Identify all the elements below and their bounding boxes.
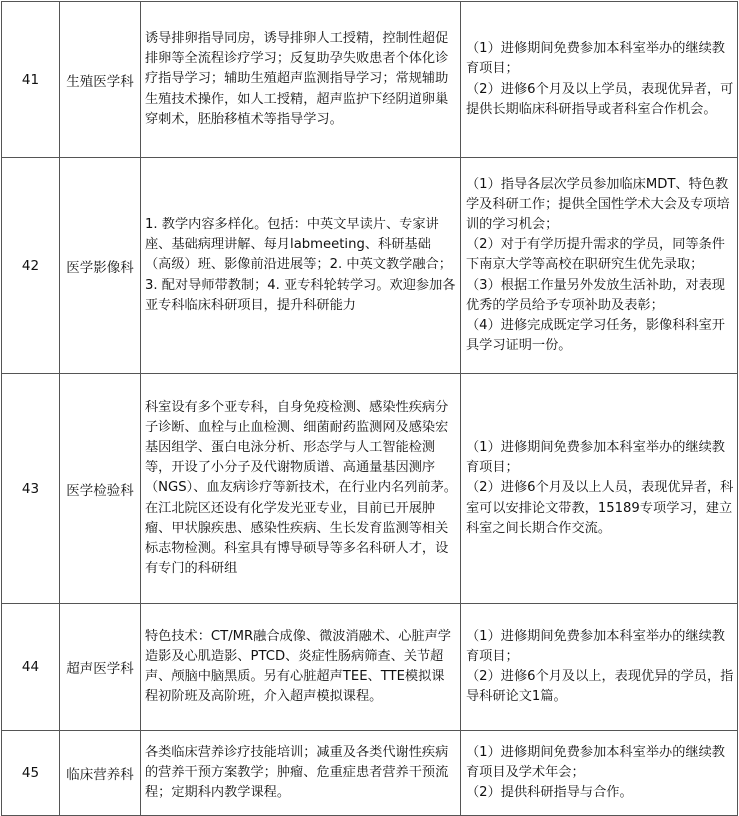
- table-row: [2, 158, 738, 374]
- trainee-benefits: [461, 158, 738, 374]
- row-index: 43: [2, 374, 60, 604]
- benefit-item: （2）对于有学历提升需求的学员，同等条件下南京大学等高校在职研究生优先录取；: [466, 237, 725, 273]
- row-index: 41: [2, 2, 60, 158]
- department-training-table: [1, 1, 738, 816]
- department-name: 超声医学科: [60, 604, 141, 731]
- row-index: 44: [2, 604, 60, 731]
- benefit-item: （2）进修6个月及以上学员，表现优异者，可提供长期临床科研指导或者科室合作机会。: [466, 81, 734, 117]
- table-row: [2, 374, 738, 604]
- row-index: 45: [2, 731, 60, 816]
- benefit-item: （1）进修期间免费参加本科室举办的继续教育项目；: [466, 439, 725, 476]
- benefit-item: （2）进修6个月及以上，表现优异的学员，指导科研论文1篇。: [466, 669, 734, 705]
- benefit-item: （1）进修期间免费参加本科室举办的继续教育项目；: [466, 628, 725, 664]
- benefit-item: （1）进修期间免费参加本科室举办的继续教育项目及学术年会；: [466, 744, 725, 780]
- benefit-item: （1）指导各层次学员参加临床MDT、特色教学及科研工作；提供全国性学术大会及专项培训的学习机会；: [466, 176, 730, 232]
- training-content: 各类临床营养诊疗技能培训；减重及各类代谢性疾病的营养干预方案教学；肿瘤、危重症患者营养干预流程；定期科内教学课程。: [141, 731, 461, 816]
- training-content: 特色技术：CT/MR融合成像、微波消融术、心脏声学造影及心肌造影、PTCD、炎症性肠病筛查、关节超声、颅脑中脑黑质。另有心脏超声TEE、TTE模拟课程初阶班及高阶班，介入超声模拟课程。: [141, 604, 461, 731]
- training-content: 科室设有多个亚专科，自身免疫检测、感染性疾病分子诊断、血栓与止血检测、细菌耐药监测网及感染宏基因组学、蛋白电泳分析、形态学与人工智能检测等，开设了小分子及代谢物质谱、高通量基因测序（NGS）、血友病诊疗等新技术，在行业内名列前茅。在江北院区还设有化学发光亚专业，目前已开展肿瘤、甲状腺疾患、感染性疾病、生长发育监测等相关标志物检测。科室具有博导硕导等多名科研人才，设有专门的科研组: [141, 374, 461, 604]
- benefit-item: （4）进修完成既定学习任务，影像科科室开具学习证明一份。: [466, 318, 725, 354]
- benefit-item: （2）进修6个月及以上人员，表现优异者，科室可以安排论文带教，15189专项学习，建立科室之间长期合作交流。: [466, 480, 734, 536]
- department-name: 医学影像科: [60, 158, 141, 374]
- department-name: 临床营养科: [60, 731, 141, 816]
- table-row: [2, 604, 738, 731]
- benefit-item: （2）提供科研指导与合作。: [466, 785, 633, 801]
- department-name: 医学检验科: [60, 374, 141, 604]
- trainee-benefits: [461, 374, 738, 604]
- trainee-benefits: [461, 604, 738, 731]
- training-content: 1. 教学内容多样化。包括：中英文早读片、专家讲座、基础病理讲解、每月labmeeting、科研基础（高级）班、影像前沿进展等；2. 中英文教学融合；3. 配对导师带教制；4. 亚专科轮转学习。欢迎参加各亚专科临床科研项目，提升科研能力: [141, 158, 461, 374]
- training-content: 诱导排卵指导同房，诱导排卵人工授精，控制性超促排卵等全流程诊疗学习；反复助孕失败患者个体化诊疗指导学习；辅助生殖超声监测指导学习；常规辅助生殖技术操作，如人工授精，超声监护下经阴道卵巢穿刺术，胚胎移植术等指导学习。: [141, 2, 461, 158]
- benefit-item: （3）根据工作量另外发放生活补助，对表现优秀的学员给予专项补助及表彰；: [466, 277, 725, 313]
- benefit-item: （1）进修期间免费参加本科室举办的继续教育项目；: [466, 41, 725, 77]
- table-row: [2, 731, 738, 816]
- trainee-benefits: [461, 2, 738, 158]
- trainee-benefits: [461, 731, 738, 816]
- department-name: 生殖医学科: [60, 2, 141, 158]
- row-index: 42: [2, 158, 60, 374]
- table-row: [2, 2, 738, 158]
